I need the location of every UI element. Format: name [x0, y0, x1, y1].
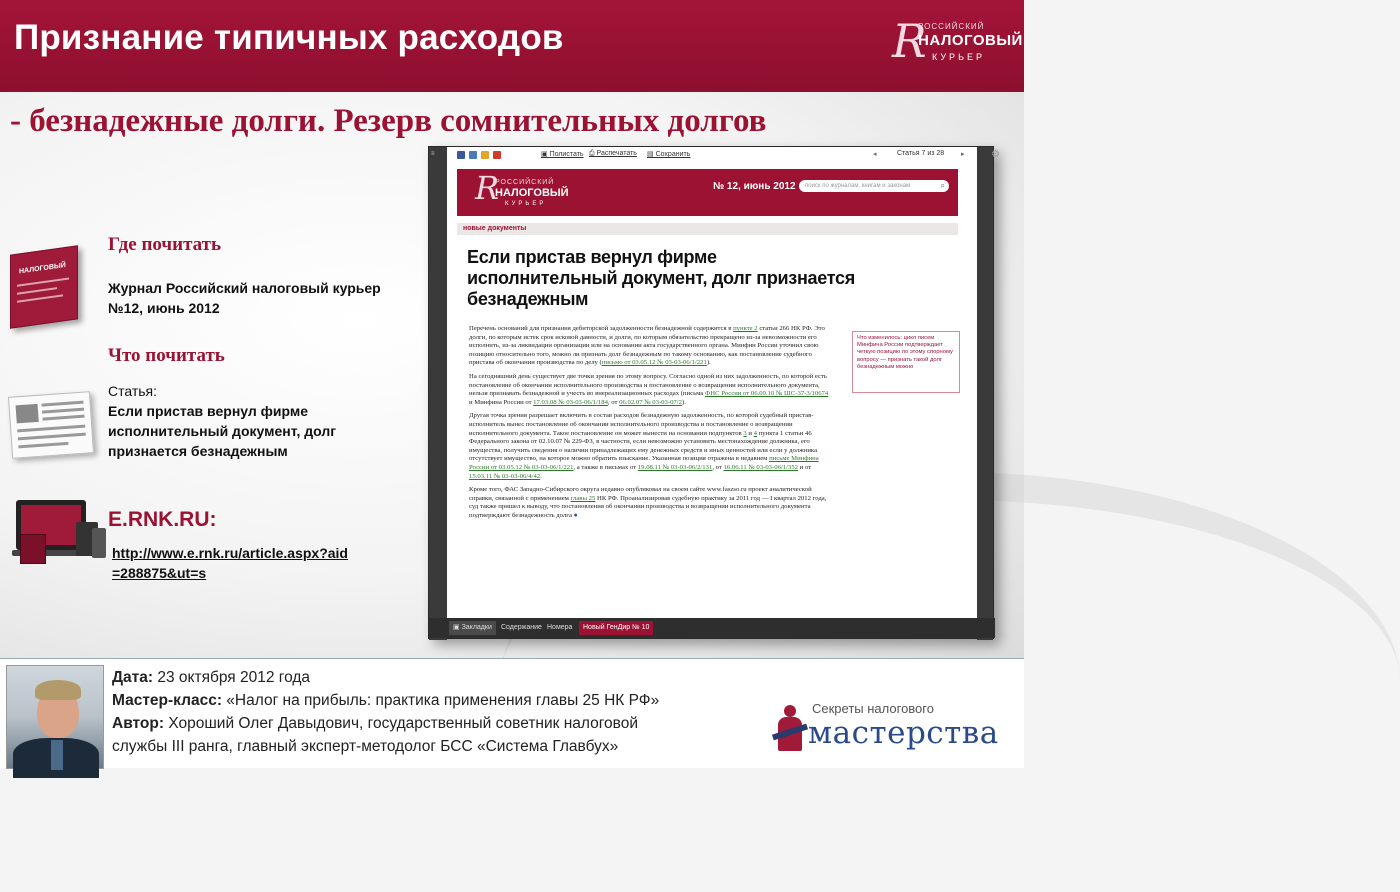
rnk-logo	[892, 14, 1023, 68]
date-line	[112, 666, 752, 689]
magazine-line	[17, 287, 57, 295]
photo-hair	[35, 680, 81, 700]
read-button[interactable]: ▣ Полистать	[541, 151, 584, 158]
side-note: Что изменилось: цикл писем Минфина России подтверждает четкую позицию по этому спорному вопросу — признать такой долг безнадежным можно	[852, 331, 960, 393]
article-label: Статья:	[108, 383, 158, 399]
law-link[interactable]: пункте 2	[733, 325, 758, 332]
tab-label: Закладки	[461, 624, 492, 631]
tab-new-issue[interactable]	[579, 621, 653, 635]
slide-subtitle: - безнадежные долги. Резерв сомнительных долгов	[10, 103, 767, 139]
letter-link[interactable]: письме Минфина России от 03.05.12 № 03-03-06/1/221	[469, 455, 819, 471]
devices-icon	[14, 500, 106, 568]
magazine-header	[457, 169, 958, 216]
save-button[interactable]: ▤ Сохранить	[647, 151, 691, 158]
logo-small-text: РОССИЙСКИЙ	[918, 22, 985, 31]
author-line	[112, 712, 752, 735]
ok-icon[interactable]	[481, 151, 489, 159]
article-body	[469, 325, 829, 525]
panel-menu-icon[interactable]: ≡	[431, 151, 435, 157]
figure-icon	[772, 705, 810, 757]
browser-bottom-bar	[429, 618, 995, 638]
newspaper-line	[41, 401, 83, 407]
newspaper-line	[17, 425, 85, 433]
letter-link[interactable]: 16.06.11 № 03-03-06/1/352	[723, 463, 799, 471]
article-title: Если пристав вернул фирме исполнительный документ, долг признается безнадежным	[467, 247, 855, 309]
logo-letter-icon: R	[475, 169, 500, 207]
letter-link[interactable]: письмо от 03.05.12 № 03-03-06/1/221	[601, 359, 707, 367]
what-heading: Что почитать	[108, 345, 225, 366]
letter-link[interactable]: 19.08.11 № 03-03-06/2/131	[637, 463, 713, 471]
browser-window	[428, 146, 1000, 639]
magazine-cover-icon	[10, 245, 78, 329]
magazine-line	[17, 294, 63, 302]
secrets-logo	[772, 697, 1018, 761]
site-label: E.RNK.RU:	[108, 508, 217, 531]
paragraph: Перечень оснований для признания дебиторской задолженности безнадежной содержится в пункте 2 статьи 266 НК РФ. Это долги, по которым истек срок исковой давности, и долги, по которым обязательство прекращено из-за невозможности его исполнить, из-за ликвидации организации или на основании акта государственного органа. Минфин России уточнил свою позицию относительно того, можно ли признать долг безнадежным по такому основанию, как постановление судебного пристава об окончании производства по делу (письмо от 03.05.12 № 03-03-06/1/221).	[469, 325, 825, 367]
law-link[interactable]: 3	[743, 429, 747, 437]
paragraph: На сегодняшний день существует две точки зрения по этому вопросу. Согласно одной из них задолженность, по которой есть постановление об окончании исполнительного производства и постановление о возвращении исполнительного документа, нельзя признавать безнадежной и учесть во внереализационных расходах (письма ФНС России от 06.09.10 № ШС-37-3/10674 и Минфина России от 17.03.08 № 03-03-06/1/184, от 06.02.07 № 03-03-07/2).	[469, 372, 829, 406]
facebook-icon[interactable]	[457, 151, 465, 159]
letter-link[interactable]: ФНС России от 06.09.10 № ШС-37-3/10674	[704, 390, 829, 398]
magazine-cover-title: НАЛОГОВЫЙ	[19, 261, 66, 276]
vk-icon[interactable]	[469, 151, 477, 159]
masterclass-line	[112, 689, 752, 712]
letter-link[interactable]: 15.03.11 № 03-03-06/4/42	[469, 472, 541, 480]
tab-label: Новый ГенДир № 10	[583, 624, 650, 631]
figure-head	[784, 705, 796, 717]
article-link[interactable]: http://www.e.rnk.ru/article.aspx?aid=288875&ut=s	[112, 545, 348, 581]
masterclass-value: «Налог на прибыль: практика применения главы 25 НК РФ»	[222, 692, 660, 709]
tab-bookmarks[interactable]: ▣ Закладки	[449, 621, 496, 635]
article-title-line: признается безнадежным	[108, 443, 288, 459]
settings-gear-icon[interactable]: ⚙	[991, 149, 1000, 160]
law-link[interactable]: 4	[753, 429, 758, 437]
author-value: Хороший Олег Давыдович, государственный советник налоговой	[164, 715, 639, 732]
masterclass-label: Мастер-класс:	[112, 692, 222, 709]
read-label: Полистать	[549, 151, 584, 158]
page-title: Признание типичных расходов	[14, 18, 564, 57]
author-photo	[6, 665, 104, 769]
paragraph: Кроме того, ФАС Западно-Сибирского округа недавно опубликовал на своем сайте www.faszso.ru проект аналитической справки, связанной с применением главы 25 НК РФ. Проанализировав судебную практику за 2011 год — I квартал 2012 года, суд также пришел к выводу, что постановления об окончании производства и возвращении исполнительного документа подтверждают безнадежность долга ●	[469, 486, 827, 519]
logo-top-text: Секреты налогового	[812, 701, 934, 716]
logo-main-text: мастерства	[808, 715, 999, 751]
author-label: Автор:	[112, 715, 165, 732]
newspaper-line	[42, 408, 84, 414]
newspaper-line	[18, 433, 86, 441]
magazine-line	[17, 277, 69, 286]
issue-label[interactable]: № 12, июнь 2012	[713, 181, 796, 192]
logo-letter-icon: R	[892, 14, 927, 68]
article-title-line: Если пристав вернул фирме	[108, 403, 309, 419]
section-label: новые документы	[457, 223, 958, 235]
logo-sub-text: КУРЬЕР	[505, 201, 547, 207]
prev-article-icon[interactable]: ◂	[873, 151, 877, 158]
end-marker-icon: ●	[573, 511, 578, 519]
page-counter: Статья 7 из 28	[897, 150, 945, 157]
date-value: 23 октября 2012 года	[153, 669, 311, 686]
tab-label: Содержание	[501, 624, 542, 631]
tab-label: Номера	[547, 624, 573, 631]
share-icon[interactable]	[493, 151, 501, 159]
search-input[interactable]	[799, 180, 949, 192]
letter-link[interactable]: 17.03.08 № 03-03-06/1/184	[533, 398, 608, 406]
where-text-line: №12, июнь 2012	[108, 300, 220, 316]
article-title-line: исполнительный документ, долг	[108, 423, 337, 439]
newspaper-line	[42, 415, 84, 421]
browser-left-panel	[429, 147, 447, 640]
where-text	[108, 278, 381, 318]
logo-main-text: НАЛОГОВЫЙ	[918, 32, 1023, 49]
logo-main-text: НАЛОГОВЫЙ	[495, 187, 569, 199]
letter-link[interactable]: 06.02.07 № 03-03-07/2	[619, 398, 682, 406]
print-label: Распечатать	[596, 150, 637, 157]
print-button[interactable]: ⎙ Распечатать	[589, 150, 637, 157]
logo-sub-text: КУРЬЕР	[932, 52, 985, 62]
next-article-icon[interactable]: ▸	[961, 151, 965, 158]
tab-contents[interactable]	[497, 621, 546, 635]
logo-small-text: РОССИЙСКИЙ	[495, 179, 555, 186]
where-heading: Где почитать	[108, 234, 222, 255]
header-bar	[0, 0, 1024, 92]
article-info	[108, 381, 336, 461]
photo-tie	[51, 740, 63, 770]
footer	[0, 658, 1024, 768]
newspaper-image	[16, 404, 39, 423]
newspaper-icon	[8, 391, 94, 459]
browser-toolbar	[455, 149, 1000, 165]
newspaper-line	[18, 442, 68, 448]
paragraph: Другая точка зрения разрешает включить в состав расходов безнадежную задолженность, по которой судебный пристав-исполнитель вынес постановление об окончании исполнительного производства и постановление о возвращении исполнительного документа. Такое постановление он может вынести на основании подпунктов 3 и 4 пункта 1 статьи 46 Федерального закона от 02.10.07 № 229-ФЗ, в частности, если невозможно установить местонахождение должника, его имущества, получить сведения о наличии принадлежащих ему денежных средств и иных ценностей или если у должника отсутствует имущество, на которое можно обратить взыскание. Указанная позиция отражена в недавнем письме Минфина России от 03.05.12 № 03-03-06/1/221, а также в письмах от 19.08.11 № 03-03-06/2/131, от 16.06.11 № 03-03-06/1/352 и от 15.03.11 № 03-03-06/4/42.	[469, 412, 819, 480]
save-label: Сохранить	[655, 151, 691, 158]
phone-icon	[92, 528, 106, 558]
date-label: Дата:	[112, 669, 154, 686]
browser-scrollbar[interactable]	[977, 147, 993, 640]
where-text-line: Журнал Российский налоговый курьер	[108, 280, 381, 296]
tab-issues[interactable]	[543, 621, 576, 635]
law-link[interactable]: главы 25	[570, 494, 596, 502]
search-placeholder: поиск по журналам, книгам и законам	[805, 183, 911, 189]
book-icon	[20, 534, 46, 564]
search-icon[interactable]: ⌕	[940, 181, 945, 190]
author-line-2: службы III ранга, главный эксперт-методолог БСС «Система Главбух»	[112, 738, 619, 755]
